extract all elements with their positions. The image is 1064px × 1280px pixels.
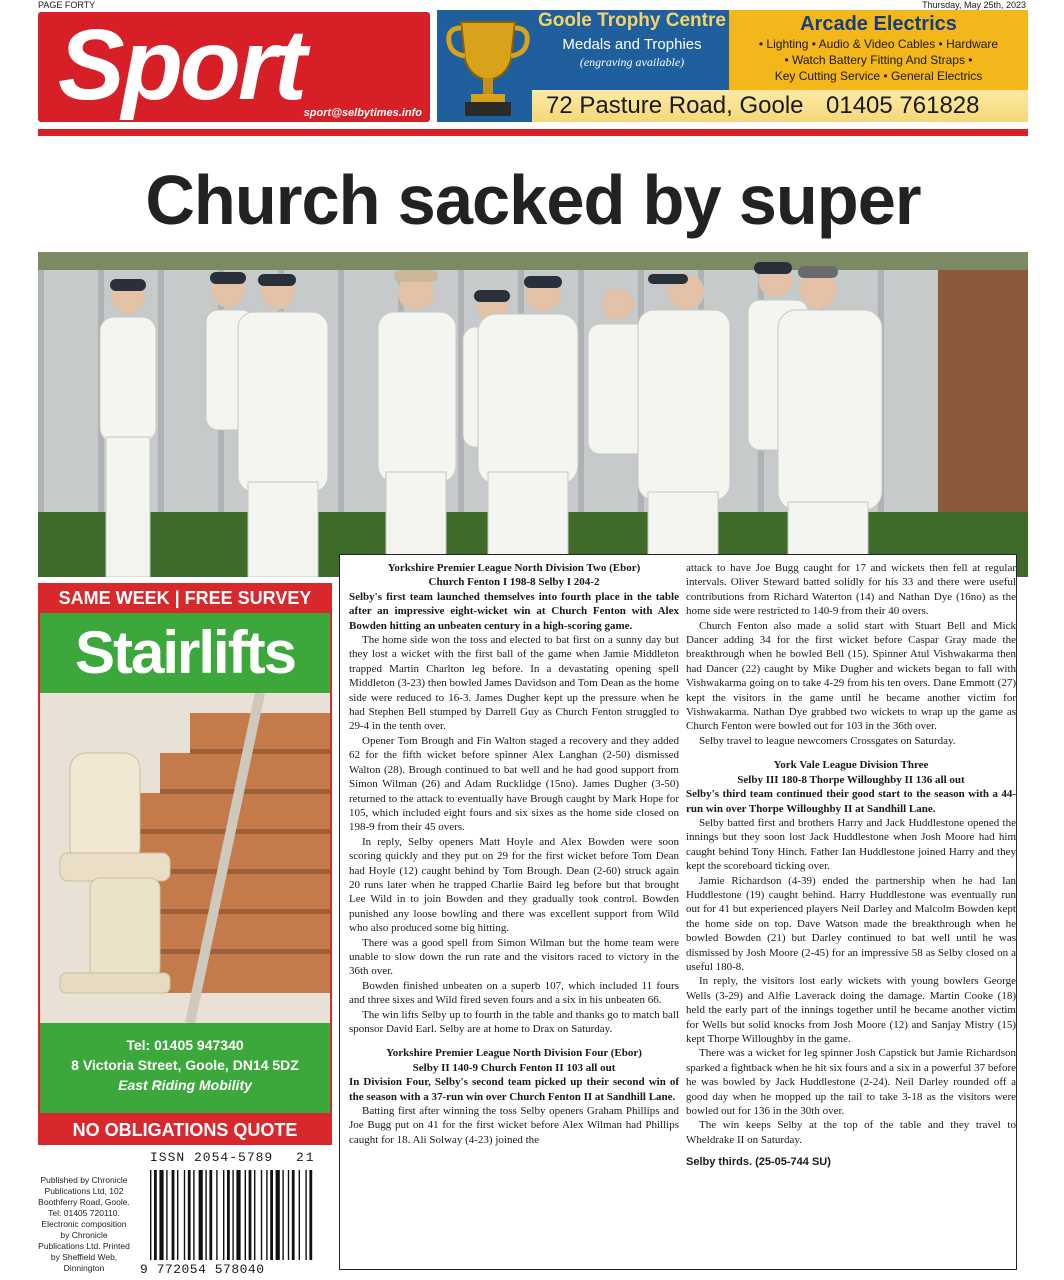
ean-number: 9 772054 578040	[140, 1262, 265, 1277]
section-heading: Church Fenton I 198-8 Selby I 204-2	[428, 576, 600, 589]
stairlift-bottom-banner: NO OBLIGATIONS QUOTE	[72, 1120, 298, 1140]
section-email: sport@selbytimes.info	[303, 107, 422, 119]
barcode-bar	[276, 1170, 280, 1260]
paragraph: Opener Tom Brough and Fin Walton staged a recovery and they added 62 for the fifth wicket before spinner Alex Langhan (2-50) dismissed Walton (28). Brough continued to bat well and he had good support from Simon Wilman (26) and Adam Rucklidge (15no). James Dugher (3-50) returned to the attack to eventually have Brough caught by Mark Hope for 105, which included eight fours and six sixes as the home side closed on 198-9 from their 45 overs.	[349, 734, 679, 834]
headline: Church sacked by super	[145, 161, 921, 239]
paragraph: Batting first after winning the toss Selby openers Graham Phillips and Joe Bugg put on 41 for the first wicket before Alex Wilman had Phillips caught for 18. Ali Solway (4-23) joined the	[349, 1105, 679, 1146]
photo-caption: Selby thirds. (25-05-744 SU)	[686, 1156, 831, 1169]
section-title: Sport	[58, 9, 305, 121]
lead-paragraph: Selby's first team launched themselves into fourth place in the table after an impressive eight-wicket win at Church Fenton with Alex Bowden hitting an unbeaten century in a high-scoring game.	[349, 590, 679, 632]
stairlift-tel: Tel: 01405 947340	[126, 1037, 244, 1053]
barcode-bar	[282, 1170, 283, 1260]
trophy-icon	[443, 12, 533, 120]
paragraph: The home side won the toss and elected to bat first on a sunny day but they lost a wicket with the first ball of the game when Jamie Middleton trapped Martin Charlton leg before. In a devastating opening spell Middleton (3-23) then bowled James Davidson and Tom Dean as the home side were reduced to 16-3. James Dugher kept up the pressure when he had Stephen Bell stumped by Darrell Guy as Church Fenton struggled to 29-4 in the tenth over.	[349, 634, 679, 733]
goole-title: Goole Trophy Centre	[538, 10, 726, 31]
arcade-title: Arcade Electrics	[800, 13, 957, 35]
barcode-bar	[236, 1170, 240, 1260]
barcode-bar	[177, 1170, 178, 1260]
paragraph: Church Fenton also made a solid start with Stuart Bell and Mick Dancer adding 34 for the first wicket before Caspar Gray made the breakthrough when he bowled Bell (15). Spinner Atul Vishwakarma then had Dancer (22) caught by Mike Dugher and wickets began to fall with Vishwakarma going on to take 4-29 from his ten overs. Dane Emmott (27) kept the visitors in the game until he became another victim for Vishwakarma. Nathan Dye grabbed two wickets to wrap up the game as Church Fenton were bowled out for 103 in the 36th over.	[686, 619, 1016, 733]
page-date: Thursday, May 25th, 2023	[922, 0, 1026, 10]
stairlift-contact	[40, 1023, 330, 1113]
barcode-bar	[305, 1170, 306, 1260]
paragraph: The win keeps Selby at the top of the table and they travel to Wheldrake II on Saturday.	[686, 1119, 1016, 1146]
paragraph: Selby travel to league newcomers Crossgates on Saturday.	[699, 734, 956, 747]
cricket-team-photo	[38, 252, 1028, 577]
barcode-bar	[154, 1170, 157, 1260]
advert-address: 72 Pasture Road, Goole	[546, 92, 804, 119]
spacer	[686, 748, 1016, 758]
section-heading: Yorkshire Premier League North Division Four (Ebor)	[386, 1047, 642, 1060]
goole-engraving: (engraving available)	[579, 55, 685, 69]
barcode-bar	[249, 1170, 252, 1260]
paragraph: Selby batted first and brothers Harry and Jack Huddlestone opened the innings but they soon lost Jack Huddlestone when Josh Moore had him caught behind Tony Hinch. Father Ian Huddlestone joined Harry and they kept the scoreboard ticking over.	[686, 816, 1016, 873]
arcade-electrics-block	[729, 10, 1028, 90]
barcode-bar	[309, 1170, 312, 1260]
stairlift-title: Stairlifts	[40, 613, 330, 693]
lead-paragraph: Selby's third team continued their good start to the season with a 44-run win over Thorpe Willoughby II at Sandhill Lane.	[686, 788, 1016, 815]
barcode-bar	[245, 1170, 246, 1260]
barcode-bar	[266, 1170, 267, 1260]
paragraph: There was a good spell from Simon Wilman but the home team were unable to slow down the run rate and the visitors raced to victory in the 36th over.	[349, 936, 679, 978]
section-heading: Yorkshire Premier League North Division Two (Ebor)	[387, 562, 641, 574]
stairlift-top-banner: SAME WEEK | FREE SURVEY	[58, 588, 312, 608]
paragraph: Jamie Richardson (4-39) ended the partnership when he had Ian Huddlestone (19) caught behind. Harry Huddlestone was eventually run out for 41 but experienced players Neil Darley and Malcolm Bowden kept the home side on top. Dave Watson made the breakthrough when he bowled Bowden (21) but Darley continued to bat well until he was dismissed by Josh Moore (2-45) for an impressive 58 as Selby closed on a useful 180-8.	[686, 874, 1016, 973]
barcode-bar	[188, 1170, 191, 1260]
barcode-bar	[193, 1170, 194, 1260]
page-label: PAGE FORTY	[38, 0, 96, 10]
paragraph: In reply, the visitors lost early wickets with young bowlers George Wells (3-29) and Alfie Laverack doing the damage. Martin Cooke (18) held the early part of the innings together until he became another victim for Wells but solid knocks from Josh Moore (12) and Sanjay Mistry (15) kept Thorpe Willoughby in the game.	[686, 975, 1016, 1045]
barcode-bar	[232, 1170, 233, 1260]
barcode-bar	[166, 1170, 167, 1260]
goole-sub: Medals and Trophies	[562, 36, 702, 53]
issn-number: ISSN 2054-5789	[150, 1150, 274, 1165]
barcode-bar	[292, 1170, 295, 1260]
stairlift-brand: East Riding Mobility	[118, 1077, 252, 1093]
paragraph: The win lifts Selby up to fourth in the table and thanks go to match ball sponsor David Earl. Selby are at home to Drax on Saturday.	[349, 1008, 679, 1035]
publisher-imprint: Published by Chronicle Publications Ltd, 102 Boothferry Road, Goole. Tel: 01405 720110. Electronic composition by Chronicle Publications Ltd. Printed by Sheffield Web, Dinnington	[38, 1175, 130, 1273]
barcode-bar	[216, 1170, 217, 1260]
paragraph: attack to have Joe Bugg caught for 17 and wickets then fell at regular intervals. Oliver Steward batted solidly for his 33 and there were useful contributions from Richard Waterton (14) and Nathan Dye (16no) as the home side were restricted to 140-9 from their 40 overs.	[686, 562, 1016, 618]
paragraph: In reply, Selby openers Matt Hoyle and Alex Bowden were soon scoring quickly and they put on 29 for the first wicket before Tom Dean had Hoyle (12) caught behind by Tom Brough. Dean (2-60) struck again 20 runs later when he trapped Charlie Baird leg before but that brought Lee Wild in to join Bowden and they gradually took control. Bowden punished any loose bowling and there was excellent support from Wild who also produced some big hitting.	[349, 835, 679, 935]
barcode-bar	[209, 1170, 212, 1260]
barcode-bar	[261, 1170, 262, 1260]
trophy-electrics-advert	[437, 10, 1028, 122]
barcode-bar	[205, 1170, 206, 1260]
paragraph: There was a wicket for leg spinner Josh Capstick but Jamie Richardson sparked a fightback when he hit six fours and a six in a powerful 37 before he was bowled by Jack Huddlestone (2-24). Neil Darley rounded off a good day when he mopped up the tail to take 3-18 as the visitors were bowled out for 136 in the 30th over.	[686, 1047, 1016, 1118]
barcode-bar	[199, 1170, 203, 1260]
match-report-article	[339, 554, 1017, 1270]
barcode-bar	[172, 1170, 175, 1260]
barcode-bar	[150, 1170, 151, 1260]
issue-number: 21	[296, 1150, 316, 1165]
arcade-line: • Lighting • Audio & Video Cables • Hardware	[758, 37, 999, 51]
paragraph: Bowden finished unbeaten on a superb 107, which included 11 fours and three sixes and Wild fired seven fours and a six in his unbeaten 66.	[349, 979, 679, 1007]
section-heading: York Vale League Division Three	[773, 759, 929, 772]
barcode-bar	[227, 1170, 230, 1260]
advert-address-bar	[532, 90, 1028, 122]
goole-trophy-block	[532, 10, 732, 88]
barcode-bar	[299, 1170, 300, 1260]
barcode-bar	[288, 1170, 289, 1260]
barcode-bar	[159, 1170, 163, 1260]
spacer	[349, 1036, 679, 1046]
masthead-rule	[38, 129, 1028, 136]
lead-paragraph: In Division Four, Selby's second team picked up their second win of the season with a 37-run win over Church Fenton II at Sandhill Lane.	[349, 1076, 679, 1103]
stairlift-address: 8 Victoria Street, Goole, DN14 5DZ	[71, 1057, 299, 1073]
barcode-bar	[184, 1170, 185, 1260]
advert-phone: 01405 761828	[826, 92, 980, 119]
barcode-bar	[254, 1170, 255, 1260]
arcade-line: Key Cutting Service • General Electrics	[774, 69, 983, 83]
stairlift-advert	[38, 583, 332, 1145]
arcade-line: • Watch Battery Fitting And Straps •	[784, 53, 973, 67]
barcode-graphic	[140, 1148, 332, 1280]
barcode-bar	[270, 1170, 273, 1260]
article-column-1	[349, 561, 679, 1147]
barcode-bar	[223, 1170, 224, 1260]
stairlift-image	[40, 693, 330, 1023]
section-masthead	[38, 9, 430, 122]
section-heading: Selby II 140-9 Church Fenton II 103 all out	[412, 1061, 616, 1074]
section-heading: Selby III 180-8 Thorpe Willoughby II 136 all out	[737, 773, 965, 786]
article-column-2	[686, 561, 1016, 1169]
